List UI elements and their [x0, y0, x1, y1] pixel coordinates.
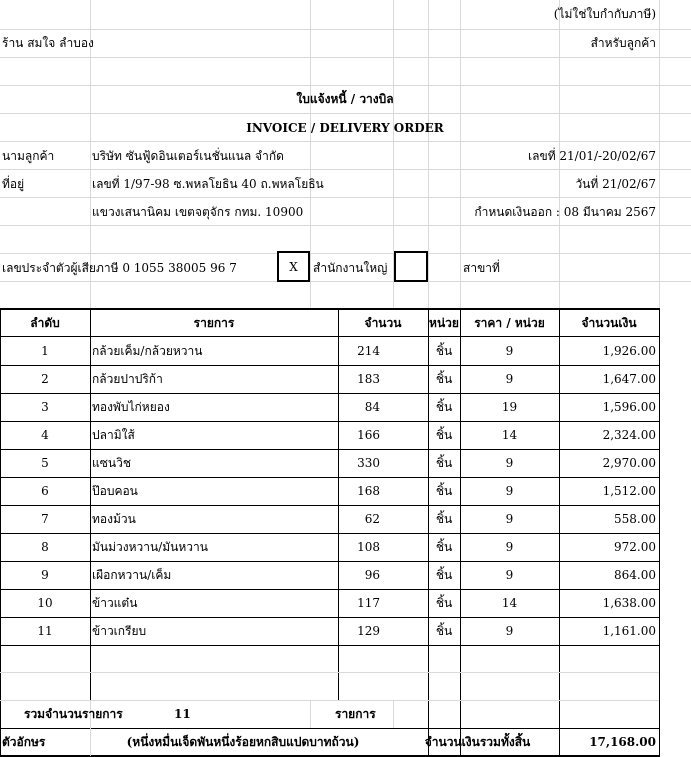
- cell-no: 9: [41, 568, 49, 582]
- table-row: [0, 505, 660, 533]
- cell-amount: 1,647.00: [602, 372, 656, 386]
- shop-name: ร้าน สมใจ ลำบอง: [2, 36, 94, 50]
- cell-amount: 1,926.00: [602, 344, 656, 358]
- document-number: เลขที่ 21/01/-20/02/67: [528, 149, 656, 163]
- cell-amount: 864.00: [614, 568, 656, 582]
- header-amount: จำนวนเงิน: [581, 316, 637, 330]
- cell-amount: 1,596.00: [602, 400, 656, 414]
- cell-unit: ชิ้น: [435, 512, 453, 526]
- items-table: [0, 308, 660, 757]
- cell-no: 10: [37, 596, 53, 610]
- cell-item: ข้าวเกรียบ: [92, 624, 147, 638]
- cell-unit: ชิ้น: [435, 456, 453, 470]
- cell-item: มันม่วงหวาน/มันหวาน: [92, 540, 208, 554]
- grand-total-label: จำนวนเงินรวมทั้งสิ้น: [424, 735, 531, 749]
- cell-qty: 166: [357, 428, 380, 442]
- cell-price: 19: [501, 400, 518, 414]
- cell-no: 7: [41, 512, 49, 526]
- cell-qty: 84: [364, 400, 380, 414]
- due-date: กำหนดเงินออก : 08 มีนาคม 2567: [474, 205, 656, 219]
- cell-unit: ชิ้น: [435, 568, 453, 582]
- table-row: [0, 449, 660, 477]
- cell-no: 1: [41, 344, 49, 358]
- cell-no: 5: [41, 456, 49, 470]
- header-unit: หน่วย: [429, 316, 459, 330]
- item-count-value: 11: [174, 707, 191, 721]
- cell-amount: 1,512.00: [602, 484, 656, 498]
- customer-name-label: นามลูกค้า: [2, 149, 55, 163]
- table-row: [0, 561, 660, 589]
- cell-price: 9: [505, 344, 514, 358]
- cell-unit: ชิ้น: [435, 484, 453, 498]
- cell-qty: 183: [357, 372, 380, 386]
- branch-label: สาขาที่: [463, 261, 500, 275]
- cell-no: 8: [41, 540, 49, 554]
- document-date: วันที่ 21/02/67: [575, 177, 656, 191]
- cell-item: ป๊อบคอน: [92, 484, 138, 498]
- address-line-2: แขวงเสนานิคม เขตจตุจักร กทม. 10900: [92, 205, 304, 219]
- cell-unit: ชิ้น: [435, 540, 453, 554]
- branch-checkbox[interactable]: [394, 251, 428, 282]
- cell-no: 11: [37, 624, 53, 638]
- cell-price: 9: [505, 540, 514, 554]
- cell-qty: 330: [357, 456, 380, 470]
- tax-id: เลขประจำตัวผู้เสียภาษี 0 1055 38005 96 7: [2, 261, 237, 275]
- cell-price: 14: [501, 428, 518, 442]
- cell-item: แซนวิช: [92, 456, 131, 470]
- cell-unit: ชิ้น: [435, 596, 453, 610]
- table-row: [0, 393, 660, 421]
- header-qty: จำนวน: [364, 316, 402, 330]
- cell-amount: 2,324.00: [602, 428, 656, 442]
- address-line-1: เลขที่ 1/97-98 ซ.พหลโยธิน 40 ถ.พหลโยธิน: [92, 177, 324, 191]
- table-row: [0, 421, 660, 449]
- table-header-row: [0, 308, 660, 336]
- cell-qty: 108: [357, 540, 380, 554]
- cell-unit: ชิ้น: [435, 428, 453, 442]
- head-office-checkbox[interactable]: [277, 251, 310, 282]
- cell-price: 9: [505, 456, 514, 470]
- cell-item: ทองพับไก่หยอง: [92, 400, 170, 414]
- head-office-label: สำนักงานใหญ่: [313, 261, 388, 275]
- amount-in-words-label: ตัวอักษร: [2, 735, 46, 749]
- customer-name: บริษัท ซันฟู้ดอินเตอร์เนชั่นแนล จำกัด: [92, 149, 284, 163]
- cell-unit: ชิ้น: [435, 344, 453, 358]
- table-row: [0, 533, 660, 561]
- item-count-unit: รายการ: [335, 707, 376, 721]
- cell-item: กล้วยปาปริก้า: [92, 372, 163, 386]
- cell-amount: 972.00: [614, 540, 656, 554]
- cell-amount: 558.00: [614, 512, 656, 526]
- cell-amount: 1,161.00: [602, 624, 656, 638]
- header-no: ลำดับ: [30, 316, 60, 330]
- cell-qty: 129: [357, 624, 380, 638]
- tax-invoice-note: (ไม่ใช่ใบกำกับภาษี): [553, 7, 656, 21]
- cell-item: ปลามิใส้: [92, 428, 135, 442]
- table-row: [0, 589, 660, 617]
- cell-item: กล้วยเค็ม/กล้วยหวาน: [92, 344, 203, 358]
- head-office-mark: X: [289, 260, 298, 274]
- cell-qty: 62: [364, 512, 380, 526]
- cell-no: 4: [41, 428, 49, 442]
- table-row: [0, 365, 660, 393]
- item-count-row: [0, 700, 660, 728]
- table-row: [0, 477, 660, 505]
- item-count-label: รวมจำนวนรายการ: [24, 707, 123, 721]
- cell-qty: 214: [357, 344, 380, 358]
- cell-unit: ชิ้น: [435, 372, 453, 386]
- header-price: ราคา / หน่วย: [474, 316, 545, 330]
- cell-amount: 2,970.00: [602, 456, 656, 470]
- cell-item: ทองม้วน: [92, 512, 136, 526]
- cell-unit: ชิ้น: [435, 624, 453, 638]
- cell-price: 9: [505, 372, 514, 386]
- grand-total-value: 17,168.00: [589, 735, 656, 749]
- cell-price: 9: [505, 624, 514, 638]
- table-row: [0, 617, 660, 645]
- cell-item: ข้าวแต๋น: [92, 596, 138, 610]
- amount-in-words: (หนึ่งหมื่นเจ็ดพันหนึ่งร้อยหกสิบแปดบาทถ้วน): [126, 735, 360, 749]
- title-thai: ใบแจ้งหนี้ / วางบิล: [296, 92, 394, 106]
- cell-no: 3: [41, 400, 49, 414]
- table-row: [0, 337, 660, 365]
- address-label: ที่อยู่: [2, 177, 25, 191]
- cell-price: 14: [501, 596, 518, 610]
- cell-qty: 168: [357, 484, 380, 498]
- cell-price: 9: [505, 568, 514, 582]
- cell-amount: 1,638.00: [602, 596, 656, 610]
- cell-qty: 96: [364, 568, 380, 582]
- header-item: รายการ: [193, 316, 235, 330]
- cell-item: เผือกหวาน/เค็ม: [92, 568, 172, 582]
- total-row: [0, 728, 660, 756]
- cell-price: 9: [505, 484, 514, 498]
- cell-no: 6: [41, 484, 49, 498]
- copy-label: สำหรับลูกค้า: [590, 36, 656, 50]
- title-english: INVOICE / DELIVERY ORDER: [246, 121, 444, 135]
- cell-no: 2: [41, 372, 49, 386]
- cell-unit: ชิ้น: [435, 400, 453, 414]
- cell-price: 9: [505, 512, 514, 526]
- cell-qty: 117: [357, 596, 380, 610]
